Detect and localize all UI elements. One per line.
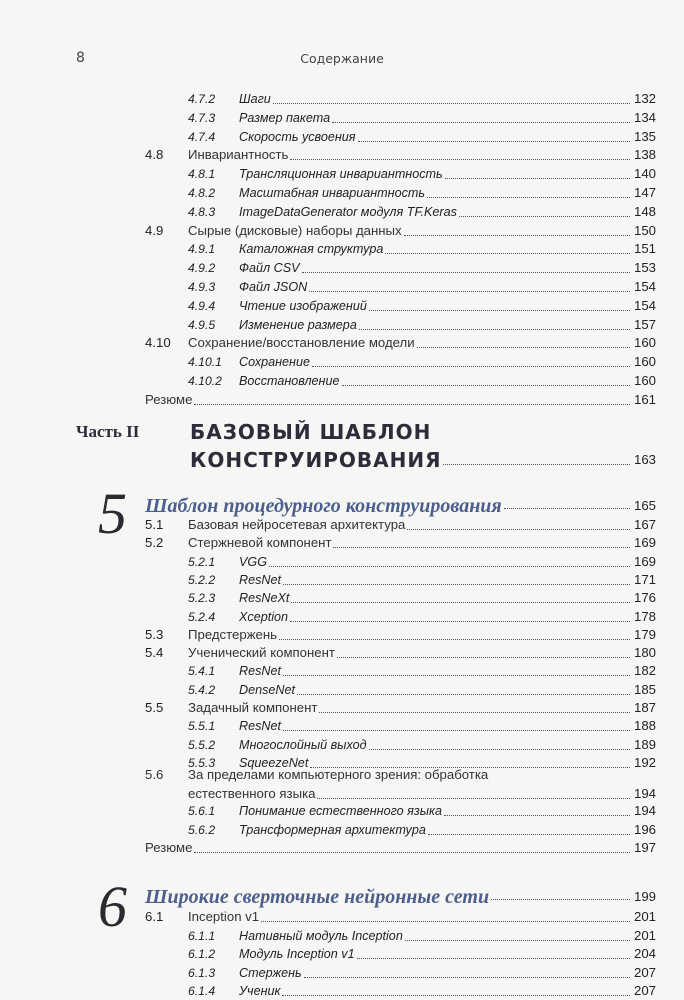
dot-leader bbox=[443, 464, 630, 465]
subsection-row[interactable] bbox=[188, 352, 656, 370]
subsection-row[interactable] bbox=[188, 202, 656, 220]
page-ref: 188 bbox=[633, 718, 656, 734]
dot-leader bbox=[491, 899, 630, 900]
entry-number: 5.4 bbox=[145, 645, 164, 661]
subsection-row[interactable] bbox=[188, 716, 656, 734]
entry-title: Изменение размера bbox=[239, 317, 357, 332]
entry-number: 5.4.2 bbox=[188, 682, 216, 697]
subsection-row[interactable] bbox=[188, 183, 656, 201]
entry-number: 5.3 bbox=[145, 626, 164, 642]
entry-title: Скорость усвоения bbox=[239, 129, 356, 144]
entry-number: 4.8.2 bbox=[188, 186, 216, 200]
page-ref: 138 bbox=[633, 147, 656, 163]
entry-title: Базовая нейросетевая архитектура bbox=[188, 517, 406, 532]
page-ref: 194 bbox=[633, 786, 656, 801]
entry-number: 4.9.2 bbox=[188, 261, 216, 276]
entry-title: Файл CSV bbox=[239, 261, 300, 276]
page-ref: 192 bbox=[633, 754, 656, 770]
section-5-6-number: 5.6 bbox=[145, 767, 164, 782]
section-row[interactable] bbox=[145, 333, 656, 351]
entry-number: 4.9.4 bbox=[188, 298, 216, 313]
entry-title: Сырые (дисковые) наборы данных bbox=[188, 222, 402, 238]
entry-title: Задачный компонент bbox=[188, 700, 318, 715]
dot-leader bbox=[333, 547, 630, 548]
entry-number: 4.8 bbox=[145, 147, 164, 163]
part-title-line2: КОНСТРУИРОВАНИЯ bbox=[190, 448, 442, 472]
dot-leader bbox=[417, 347, 630, 348]
dot-leader bbox=[317, 798, 630, 799]
entry-title: DenseNet bbox=[239, 682, 296, 697]
chapter-title: Шаблон процедурного конструирования bbox=[145, 495, 502, 517]
dot-leader bbox=[279, 639, 630, 640]
dot-leader bbox=[385, 253, 630, 254]
page-ref: 157 bbox=[633, 316, 656, 332]
dot-leader bbox=[290, 159, 630, 160]
chapter-number: 6 bbox=[98, 874, 127, 939]
subsection-row[interactable] bbox=[188, 570, 656, 588]
page-ref: 134 bbox=[633, 109, 656, 125]
dot-leader bbox=[427, 197, 630, 198]
entry-title: Нативный модуль Inception bbox=[239, 928, 403, 943]
entry-number: 4.8.1 bbox=[188, 167, 216, 182]
subsection-row[interactable] bbox=[188, 735, 656, 753]
section-row[interactable] bbox=[145, 643, 656, 661]
page-ref: 207 bbox=[633, 983, 656, 998]
page-ref: 185 bbox=[633, 681, 656, 697]
dot-leader bbox=[282, 995, 630, 996]
section-row[interactable] bbox=[145, 907, 656, 925]
dot-leader bbox=[194, 852, 630, 853]
dot-leader bbox=[369, 310, 630, 311]
dot-leader bbox=[342, 385, 631, 386]
dot-leader bbox=[194, 404, 630, 405]
entry-number: 5.5 bbox=[145, 700, 164, 715]
dot-leader bbox=[444, 815, 630, 816]
entry-number: 4.10 bbox=[145, 335, 171, 351]
section-5-6-row[interactable] bbox=[188, 784, 656, 802]
dot-leader bbox=[283, 584, 630, 585]
dot-leader bbox=[304, 977, 630, 978]
entry-title: Восстановление bbox=[239, 374, 340, 388]
entry-number: 4.9.1 bbox=[188, 242, 216, 257]
entry-title: Xception bbox=[239, 609, 289, 624]
subsection-row[interactable] bbox=[188, 258, 656, 276]
subsection-row[interactable] bbox=[188, 552, 656, 570]
dot-leader bbox=[332, 122, 630, 123]
section-row[interactable] bbox=[145, 625, 656, 643]
section-row[interactable] bbox=[145, 698, 656, 716]
entry-title: Файл JSON bbox=[239, 280, 308, 294]
page-ref: 151 bbox=[633, 241, 656, 257]
part-title-row[interactable] bbox=[190, 444, 656, 472]
entry-number: 5.4.1 bbox=[188, 664, 216, 679]
page-ref: 178 bbox=[633, 608, 656, 624]
dot-leader bbox=[291, 602, 630, 603]
page-ref: 207 bbox=[633, 964, 656, 980]
page-ref: 160 bbox=[633, 373, 656, 388]
entry-number: 4.7.3 bbox=[188, 110, 216, 125]
entry-number: 6.1 bbox=[145, 909, 164, 924]
dot-leader bbox=[405, 940, 630, 941]
page-ref: 154 bbox=[633, 297, 656, 313]
dot-leader bbox=[407, 529, 630, 530]
dot-leader bbox=[269, 566, 630, 567]
page-ref: 132 bbox=[633, 91, 656, 106]
subsection-row[interactable] bbox=[188, 108, 656, 126]
entry-number: 6.1.3 bbox=[188, 965, 216, 980]
entry-number: 5.2.4 bbox=[188, 609, 216, 624]
page-ref: 197 bbox=[633, 840, 656, 855]
chapter-row[interactable] bbox=[145, 881, 656, 908]
section-row[interactable] bbox=[145, 533, 656, 551]
entry-number: 5.6.1 bbox=[188, 804, 216, 818]
entry-number: 5.1 bbox=[145, 517, 164, 532]
dot-leader bbox=[504, 508, 630, 509]
entry-title: Стержень bbox=[239, 965, 302, 980]
entry-number: 4.9 bbox=[145, 222, 164, 238]
chapter-title: Широкие сверточные нейронные сети bbox=[145, 886, 490, 908]
subsection-row[interactable] bbox=[188, 315, 656, 333]
entry-title: Трансформерная архитектура bbox=[239, 822, 426, 837]
dot-leader bbox=[369, 749, 630, 750]
dot-leader bbox=[359, 329, 630, 330]
entry-number: 5.2.3 bbox=[188, 591, 216, 606]
page-ref: 194 bbox=[633, 803, 656, 818]
page-ref: 169 bbox=[633, 535, 656, 551]
section-row[interactable] bbox=[145, 515, 656, 533]
page-ref: 150 bbox=[633, 222, 656, 238]
page-ref: 204 bbox=[633, 946, 656, 961]
part-title-line1: БАЗОВЫЙ ШАБЛОН bbox=[190, 420, 432, 444]
dot-leader bbox=[337, 657, 630, 658]
subsection-row[interactable] bbox=[188, 820, 656, 838]
page-ref: 153 bbox=[633, 260, 656, 276]
page-number: 8 bbox=[76, 50, 85, 66]
section-row[interactable] bbox=[145, 221, 656, 239]
chapter-row[interactable] bbox=[145, 490, 656, 517]
entry-number: 4.8.3 bbox=[188, 204, 216, 219]
dot-leader bbox=[283, 730, 630, 731]
dot-leader bbox=[358, 141, 630, 142]
entry-title: ResNet bbox=[239, 664, 281, 679]
subsection-row[interactable] bbox=[188, 944, 656, 962]
entry-number: 4.7.2 bbox=[188, 92, 216, 106]
entry-title: ResNet bbox=[239, 572, 281, 587]
entry-number: 5.2.2 bbox=[188, 572, 216, 587]
page-ref: 201 bbox=[633, 909, 656, 924]
entry-title: Инвариантность bbox=[188, 147, 289, 163]
dot-leader bbox=[428, 834, 630, 835]
subsection-row[interactable] bbox=[188, 89, 656, 107]
page-ref: 165 bbox=[633, 498, 656, 513]
subsection-row[interactable] bbox=[188, 963, 656, 981]
entry-title: SqueezeNet bbox=[239, 755, 309, 770]
entry-title: ResNet bbox=[239, 719, 281, 734]
entry-number: 5.5.3 bbox=[188, 755, 216, 770]
page-ref: 176 bbox=[633, 590, 656, 606]
entry-title: Ученик bbox=[239, 984, 281, 998]
subsection-row[interactable] bbox=[188, 801, 656, 819]
entry-number: 4.9.3 bbox=[188, 280, 216, 294]
entry-number: 4.10.1 bbox=[188, 355, 222, 370]
running-title: Содержание bbox=[300, 51, 384, 66]
page-ref: 179 bbox=[633, 626, 656, 642]
entry-title: VGG bbox=[239, 554, 267, 569]
dot-leader bbox=[261, 921, 630, 922]
dot-leader bbox=[302, 272, 630, 273]
entry-number: 5.6.2 bbox=[188, 822, 216, 837]
dot-leader bbox=[445, 178, 630, 179]
dot-leader bbox=[404, 235, 630, 236]
section-5-6-title-line1: За пределами компьютерного зрения: обработка bbox=[188, 767, 489, 782]
page-ref: 182 bbox=[633, 663, 656, 679]
entry-title: Модуль Inception v1 bbox=[239, 947, 355, 961]
page-ref: 169 bbox=[633, 553, 656, 569]
subsection-row[interactable] bbox=[188, 127, 656, 145]
entry-title: Чтение изображений bbox=[239, 298, 367, 313]
chapter-number: 5 bbox=[98, 481, 127, 546]
subsection-row[interactable] bbox=[188, 588, 656, 606]
dot-leader bbox=[459, 216, 630, 217]
page-ref: 160 bbox=[633, 335, 656, 351]
subsection-row[interactable] bbox=[188, 277, 656, 295]
page-ref: 180 bbox=[633, 645, 656, 661]
entry-number: 4.10.2 bbox=[188, 374, 222, 388]
dot-leader bbox=[273, 103, 630, 104]
entry-title: Каталожная структура bbox=[239, 242, 384, 257]
entry-title: Резюме bbox=[145, 391, 193, 407]
entry-title: Трансляционная инвариантность bbox=[239, 167, 443, 182]
page-ref: 196 bbox=[633, 821, 656, 837]
entry-number: 4.7.4 bbox=[188, 129, 216, 144]
page-ref: 199 bbox=[633, 889, 656, 904]
subsection-row[interactable] bbox=[188, 239, 656, 257]
page-ref: 189 bbox=[633, 736, 656, 752]
summary-row[interactable] bbox=[145, 838, 656, 856]
subsection-row[interactable] bbox=[188, 164, 656, 182]
page-ref: 140 bbox=[633, 166, 656, 182]
subsection-row[interactable] bbox=[188, 926, 656, 944]
entry-number: 6.1.1 bbox=[188, 928, 216, 943]
part-label: Часть II bbox=[76, 422, 140, 441]
page-ref: 171 bbox=[633, 571, 656, 587]
subsection-row[interactable] bbox=[188, 371, 656, 389]
dot-leader bbox=[357, 958, 630, 959]
page-ref: 187 bbox=[633, 700, 656, 715]
entry-title: Стержневой компонент bbox=[188, 535, 332, 551]
entry-number: 5.5.1 bbox=[188, 719, 216, 734]
entry-number: 6.1.2 bbox=[188, 947, 216, 961]
entry-title: Масштабная инвариантность bbox=[239, 186, 425, 200]
dot-leader bbox=[310, 767, 630, 768]
page-ref: 167 bbox=[633, 517, 656, 532]
entry-number: 5.2 bbox=[145, 535, 164, 551]
dot-leader bbox=[297, 694, 630, 695]
page-ref: 163 bbox=[633, 452, 656, 467]
dot-leader bbox=[290, 621, 630, 622]
entry-title: Сохранение/восстановление модели bbox=[188, 335, 415, 351]
entry-title: Многослойный выход bbox=[239, 737, 367, 752]
dot-leader bbox=[283, 675, 630, 676]
section-5-6-title-line2: естественного языка bbox=[188, 786, 316, 801]
subsection-row[interactable] bbox=[188, 296, 656, 314]
entry-number: 5.5.2 bbox=[188, 737, 216, 752]
subsection-row[interactable] bbox=[188, 607, 656, 625]
section-row[interactable] bbox=[145, 145, 656, 163]
entry-number: 6.1.4 bbox=[188, 984, 216, 998]
entry-title: ImageDataGenerator модуля TF.Keras bbox=[239, 204, 457, 219]
entry-title: Ученический компонент bbox=[188, 645, 335, 661]
entry-title: Шаги bbox=[239, 92, 271, 106]
subsection-row[interactable] bbox=[188, 661, 656, 679]
summary-row[interactable] bbox=[145, 390, 656, 408]
subsection-row[interactable] bbox=[188, 753, 656, 771]
page-ref: 160 bbox=[633, 354, 656, 370]
entry-title: Inception v1 bbox=[188, 909, 260, 924]
entry-title: Размер пакета bbox=[239, 110, 331, 125]
page-ref: 154 bbox=[633, 279, 656, 294]
entry-title: ResNeXt bbox=[239, 591, 290, 606]
entry-number: 4.9.5 bbox=[188, 317, 216, 332]
page-ref: 147 bbox=[633, 185, 656, 200]
dot-leader bbox=[319, 712, 630, 713]
entry-title: Понимание естественного языка bbox=[239, 804, 442, 818]
dot-leader bbox=[312, 366, 630, 367]
page-ref: 135 bbox=[633, 128, 656, 144]
entry-title: Резюме bbox=[145, 840, 193, 855]
page-ref: 148 bbox=[633, 203, 656, 219]
subsection-row[interactable] bbox=[188, 981, 656, 999]
entry-number: 5.2.1 bbox=[188, 554, 216, 569]
entry-title: Сохранение bbox=[239, 355, 310, 370]
entry-title: Предстержень bbox=[188, 626, 278, 642]
subsection-row[interactable] bbox=[188, 680, 656, 698]
page-ref: 201 bbox=[633, 927, 656, 943]
page-ref: 161 bbox=[633, 391, 656, 407]
dot-leader bbox=[309, 291, 630, 292]
